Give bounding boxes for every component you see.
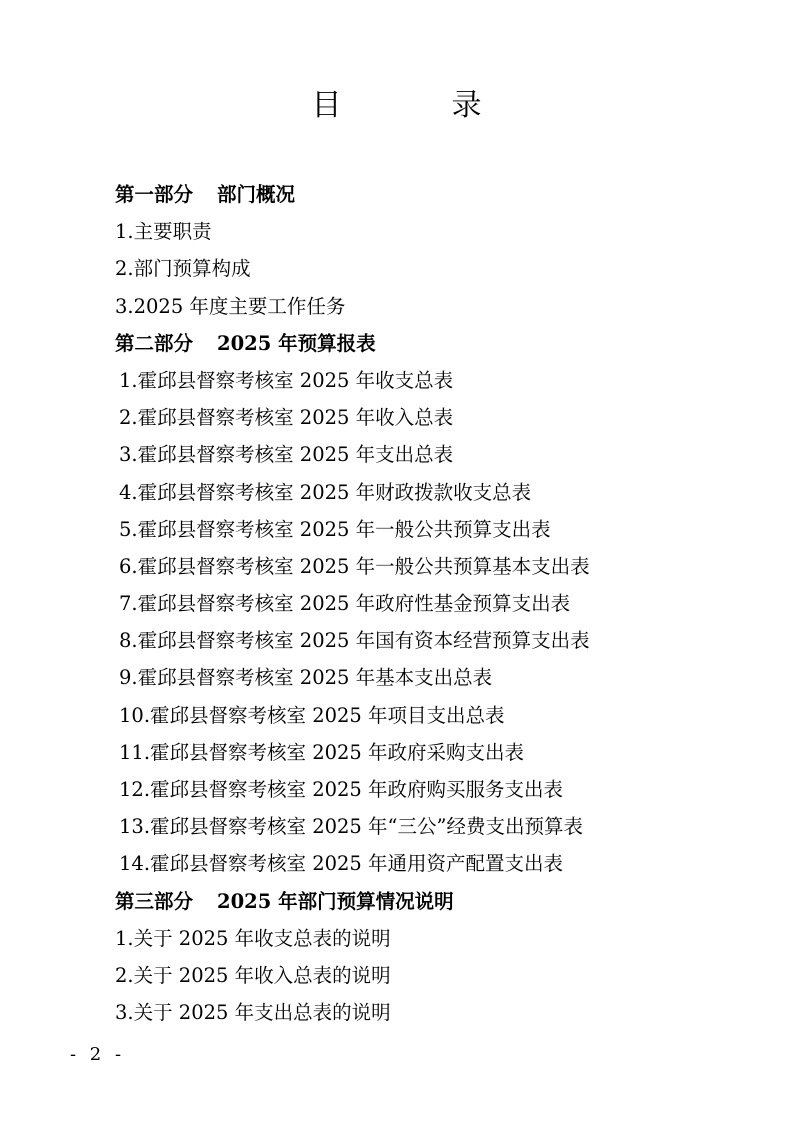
toc-item: 1.霍邱县督察考核室 2025 年收支总表 [119,368,454,392]
toc-section-heading [115,883,755,920]
toc-item: 1.关于 2025 年收支总表的说明 [115,926,391,950]
toc-section-heading [115,325,755,362]
toc-item: 2.关于 2025 年收入总表的说明 [115,963,391,987]
toc-item: 11.霍邱县督察考核室 2025 年政府采购支出表 [119,740,525,764]
section-number: 第二部分 [115,331,194,355]
toc-section-heading [115,176,755,213]
toc-item: 7.霍邱县督察考核室 2025 年政府性基金预算支出表 [119,592,571,616]
toc-item: 14.霍邱县督察考核室 2025 年通用资产配置支出表 [119,852,564,876]
toc-item: 2.霍邱县督察考核室 2025 年收入总表 [119,406,454,430]
toc-item: 4.霍邱县督察考核室 2025 年财政拨款收支总表 [119,480,532,504]
page-number: - 2 - [70,1044,126,1065]
toc-item: 12.霍邱县督察考核室 2025 年政府购买服务支出表 [119,778,564,801]
toc-item: 3.关于 2025 年支出总表的说明 [115,1001,391,1025]
toc-item: 13.霍邱县督察考核室 2025 年“三公”经费支出预算表 [119,815,583,839]
toc-item: 3.霍邱县督察考核室 2025 年支出总表 [119,443,454,467]
section-title: 部门概况 [217,183,296,206]
section-number: 第三部分 [115,889,194,913]
toc-item: 6.霍邱县督察考核室 2025 年一般公共预算基本支出表 [119,554,590,578]
section-number: 第一部分 [115,183,194,206]
toc-item: 10.霍邱县督察考核室 2025 年项目支出总表 [119,703,505,727]
toc-item: 8.霍邱县督察考核室 2025 年国有资本经营预算支出表 [119,629,590,653]
page-title: 目 录 [311,88,522,123]
toc-item: 5.霍邱县督察考核室 2025 年一般公共预算支出表 [119,517,551,541]
toc-item: 1.主要职责 [115,220,212,244]
section-title: 2025 年预算报表 [217,331,376,355]
toc-item: 3.2025 年度主要工作任务 [115,294,346,318]
toc-item: 9.霍邱县督察考核室 2025 年基本支出总表 [119,666,493,690]
table-of-contents [115,176,755,1031]
toc-item: 2.部门预算构成 [115,257,251,281]
section-title: 2025 年部门预算情况说明 [217,889,454,913]
